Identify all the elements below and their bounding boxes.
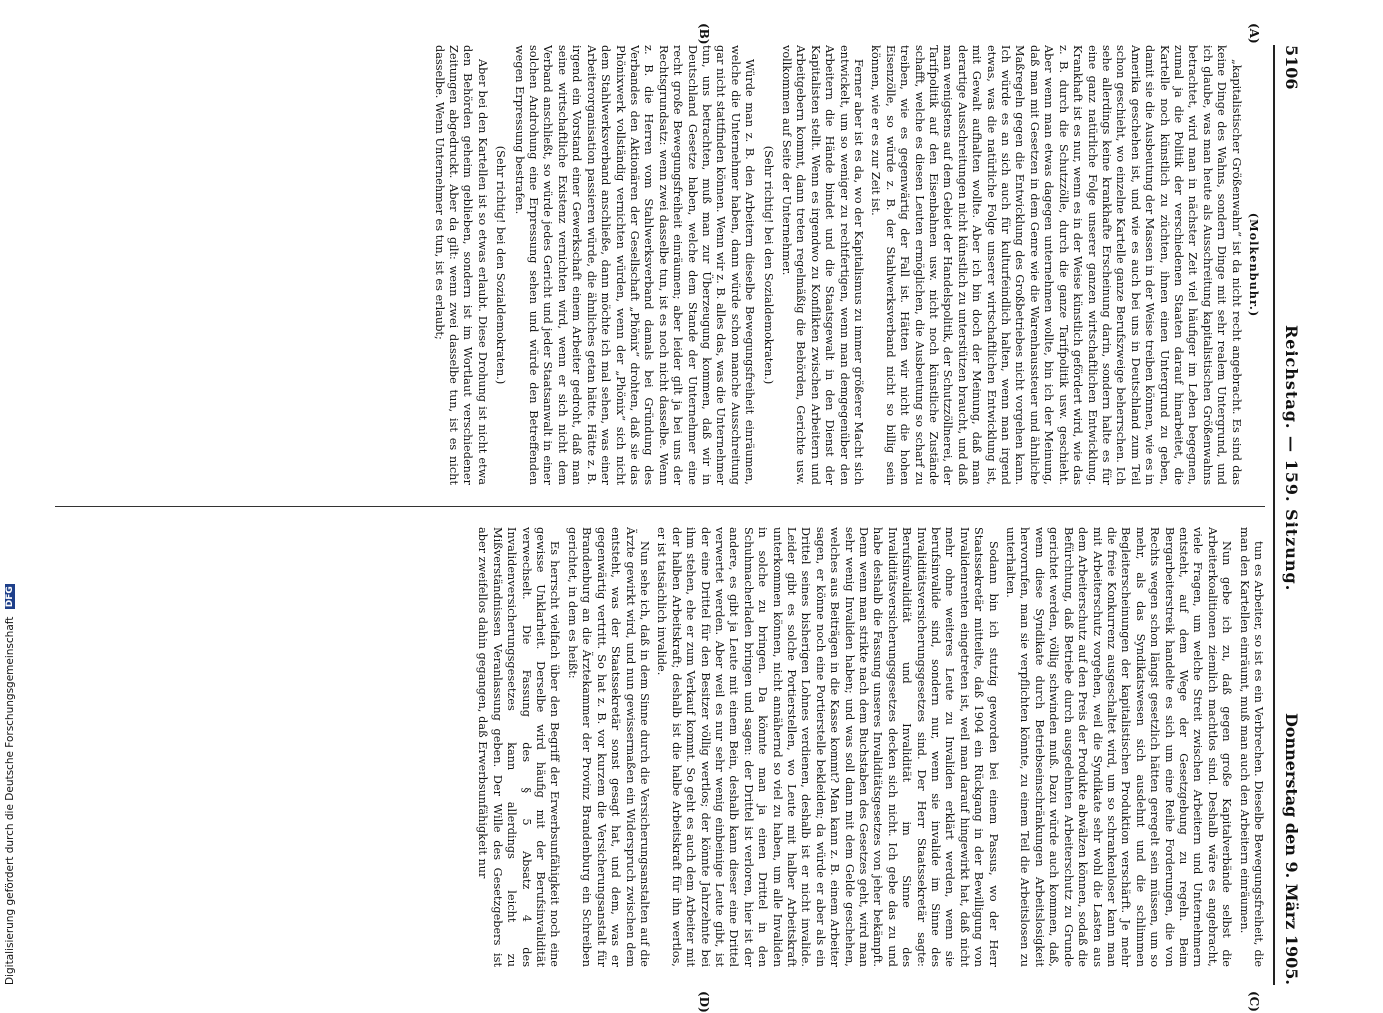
text-column-left [55, 45, 1265, 485]
credit-text: Digitalisierung gefördert durch die Deutsche Forschungsgemeinschaft [4, 616, 16, 985]
paragraph: Nun sehe ich, daß in dem Sinne durch die Versicherungsanstalten auf die Ärzte gewirkt wird, und nun gewissermaßen ein Widerspruch zwischen dem entsteht, was der Staatssekretär sonst gesagt hat, und dem, was er gegenwärtig vertritt. So hat z. B. vor kurzem die Versicherungsanstalt für Brandenburg an die Ärztekammer der Provinz Brandenburg ein Schreiben gerichtet, in dem es heißt: [565, 527, 651, 967]
page-header [1277, 45, 1305, 985]
quoted-paragraph: Es herrscht vielfach über den Begriff der Erwerbsunfähigkeit noch eine gewisse Unklarheit. Derselbe wird häufig mit der Berufsinvalidität verwechselt. Die Fassung des § 5 Absatz 4 des Invalidenversicherungsgesetzes kann allerdings leicht zu Mißverständnissen Veranlassung geben. Der Wille des Gesetzgebers ist aber zweifellos dahin gegangen, daß Erwerbsunfähigkeit nur [476, 527, 562, 967]
page-title: Reichstag. — 159. Sitzung. [1282, 325, 1301, 592]
paragraph: „kapitalistischer Größenwahn“ ist da nicht recht angebracht. Es sind das keine Dinge des Wahns, sondern Dinge mit sehr realem Untergrund, und ich glaube, was man heute als Ausschreitung kapitalistischen Größenwahns betrachtet, wird man in nächster Zeit viel häufiger im Leben begegnen, zumal ja die Politik der verschiedenen Staaten darauf hinarbeitet, die Kartelle noch künstlich zu züchten, ihnen einen Untergrund zu geben, damit sie die Ausbeutung der Massen in der Weise treiben können, wie es in Amerika geschehen ist, und wie es auch bei uns in Deutschland zum Teil schon geschieht, wo einzelne Kartelle ganze Berufszweige beherrschen. Ich sehe allerdings keine krankhafte Erscheinung darin, sondern halte es für eine ganz natürliche Folge unserer ganzen wirtschaftlichen Entwicklung. Krankhaft ist es nur, wenn es in der Weise künstlich gefördert wird, wie das z. B. durch die Schutzzölle, durch die ganze Tarifpolitik usw. geschieht. Aber wenn man etwas dagegen unternehmen wollte, bin ich der Meinung, daß man mit Gesetzen in dem Genre wie die Warenhaussteuer und ähnliche Maßregeln gegen die Entwicklung des Großbetriebes nicht vorgehen kann. Ich würde es an sich auch für kulturfeindlich halten, wenn man irgend etwas, was die natürliche Folge unserer wirtschaftlichen Entwicklung ist, mit Gewalt aufhalten wollte. Aber ich bin doch der Meinung, daß man derartige Ausschreitungen nicht künstlich zu unterstützen braucht, und daß man wenigstens auf dem Gebiet der Handelspolitik, der Schutzzöllnerei, der Tarifpolitik auf den Eisenbahnen usw. nicht noch künstliche Zustände schafft, welche es diesen Leuten ermöglichen, die Ausbeutung so scharf zu treiben, wie es gegenwärtig der Fall ist. Hätten wir nicht die hohen Eisenzölle, so würde z. B. der Stahlwerksverband nicht so billig sein können, wie er es zur Zeit ist. [869, 45, 1243, 485]
margin-mark-a: (A) [1247, 23, 1261, 44]
speaker-name: (Molkenbuhr.) [1247, 212, 1261, 318]
margin-mark-c: (C) [1247, 991, 1261, 1012]
paragraph: Aber bei den Kartellen ist so etwas erlaubt. Diese Drohung ist nicht etwa den Behörden geheim geblieben, sondern ist im Wortlaut verschiedener Zeitungen abgedruckt. Aber da gilt: wenn zwei dasselbe tun, ist es nicht dasselbe. Wenn Unternehmer es tun, ist es erlaubt; [432, 45, 489, 485]
margin-mark-b: (B) [697, 23, 711, 45]
paragraph: Nun gebe ich zu, daß gegen große Kapitalverbände selbst die Arbeiterkoalitionen ziemlich machtlos sind. Deshalb wäre es angebracht, viele Fragen, um welche Streit zwischen Arbeitern und Unternehmern entsteht, auf dem Wege der Gesetzgebung zu regeln. Beim Bergarbeiterstreik handelte es sich um eine Reihe Forderungen, die von Rechts wegen schon längst gesetzlich hätten geregelt sein müssen, um so mehr, als das Syndikatswesen sich ausdehnt und die schlimmen Begleiterscheinungen der kapitalistischen Produktion verschärft. Je mehr die freie Konkurrenz ausgeschaltet wird, um so schrankenloser kann man mit Arbeiterschutz vorgehen, weil die Syndikate sehr wohl die Lasten aus dem Arbeiterschutz auf den Preis der Produkte abwälzen können, sodaß die Befürchtung, daß Betriebe durch ausgedehnten Arbeiterschutz zu Grunde gerichtet werden, völlig schwinden muß. Dazu würde auch kommen, daß, wenn diese Syndikate durch Betriebseinschränkungen Arbeitslosigkeit hervorrufen, man sie verpflichten könnte, zu einem Teil die Arbeitslosen zu unterhalten. [1004, 527, 1234, 967]
digitization-credit [4, 0, 18, 985]
page-number: 5106 [1282, 45, 1301, 90]
header-rule [1273, 45, 1275, 985]
paragraph: Ferner aber ist es da, wo der Kapitalismus zu immer größerer Macht sich entwickelt, um so weniger zu rechtfertigen, wenn man demgegenüber den Arbeitern die Hände bindet und die Staatsgewalt in den Dienst der Kapitalisten stellt. Wenn es irgendwo zu Konflikten zwischen Arbeitern und Arbeitgebern kommt, dann treten regelmäßig die Behörden, Gerichte usw. vollkommen auf Seite der Unternehmer. [780, 45, 866, 485]
rotated-page [45, 23, 1305, 1013]
interjection: (Sehr richtig! bei den Sozialdemokraten.) [494, 145, 508, 385]
interjection: (Sehr richtig! bei den Sozialdemokraten.) [761, 145, 775, 385]
dfg-logo-icon: DFG [5, 586, 15, 608]
column-divider [55, 506, 1265, 507]
text-column-right [55, 527, 1265, 967]
paragraph: tun es Arbeiter, so ist es ein Verbrechen. Dieselbe Bewegungsfreiheit, die man den Kartellen einräumt, muß man auch den Arbeitern einräumen. [1237, 527, 1265, 967]
paragraph: Sodann bin ich stutzig geworden bei einem Passus, wo der Herr Staatssekretär mitteilte, daß 1904 ein Rückgang in der Bewilligung von Invalidenrenten eingetreten ist, weil man darauf hingewirkt hat, daß nicht mehr ohne weiteres Leute zu Invaliden erklärt werden, wenn sie berufsinvalide sind, sondern nur, wenn sie invalide im Sinne des Invaliditätsversicherungsgesetzes sind. Der Herr Staatssekretär sagte: Berufsinvalidität und Invalidität im Sinne des Invaliditätsversicherungsgesetzes decken sich nicht. Ich gebe das zu und habe deshalb die Fassung unseres Invaliditätsgesetzes von jeher bekämpft. Denn wenn man strikte nach dem Buchstaben des Gesetzes geht, wird man sehr wenig Invaliden haben; und was soll dann mit dem Gelde geschehen, welches aus Beiträgen in die Kasse kommt? Man kann z. B. einem Arbeiter sagen, er könne noch eine Portierstelle bekleiden; da würde er aber als ein Drittel seines bisherigen Lohnes verdienen, deshalb ist er nicht invalide. Leider gibt es solche Portierstellen, wo Leute mit halber Arbeitskraft unterkommen können, nicht annähernd so viel zu haben, um alle Invaliden in solche zu bringen. Da könnte man ja einen Drittel in den Schuhmacherladen bringen und sagen: der Drittel ist verloren, hier ist der andere, es gibt ja Leute mit einem Bein, deshalb kann dieser eine Drittel verwertet werden. Aber weil es nur sehr wenig einbeinige Leute gibt, ist der eine Drittel für den Besitzer völlig wertlos; der könnte Jahrzehnte bei ihm stehen, ehe er zum Verkauf kommt. So geht es auch dem Arbeiter mit der halben Arbeitskraft; deshalb ist die halbe Arbeitskraft für ihn wertlos, er ist tatsächlich invalide. [655, 527, 1000, 967]
margin-mark-d: (D) [697, 991, 711, 1013]
paragraph: Würde man z. B. den Arbeitern dieselbe Bewegungsfreiheit einräumen, welche die Unternehmer haben, dann würde schon manche Ausschreitung gar nicht stattfinden können. Wenn wir z. B. alles das, was die Unternehmer tun, uns betrachten, muß man zur Überzeugung kommen, daß wir in Deutschland Gesetze haben, welche dem Stande der Unternehmer eine recht große Bewegungsfreiheit einräumen; aber leider gilt ja bei uns der Rechtsgrundsatz: wenn zwei dasselbe tun, ist es noch nicht dasselbe. Wenn z. B. die Herren vom Stahlwerksverband damals bei Gründung des Verbandes den Aktionären der Gesellschaft „Phönix“ drohten, daß sie das Phönixwerk vollständig vernichten würden, wenn der „Phönix“ sich nicht dem Stahlwerksverband anschließe, dann möchte ich mal sehen, was einer Arbeiterorganisation passieren würde, die ähnliches getan hätte. Hätte z. B. irgend ein Vorstand einer Gewerkschaft einem Arbeiter gedroht, daß man seine wirtschaftliche Existenz vernichten wird, wenn er sich nicht dem Verband anschließt, so würde jedes Gericht und jeder Staatsanwalt in einer solchen Androhung eine Erpressung sehen und würde den Betreffenden wegen Erpressung bestrafen. [512, 45, 757, 485]
session-date: Donnerstag den 9. März 1905. [1282, 712, 1301, 985]
